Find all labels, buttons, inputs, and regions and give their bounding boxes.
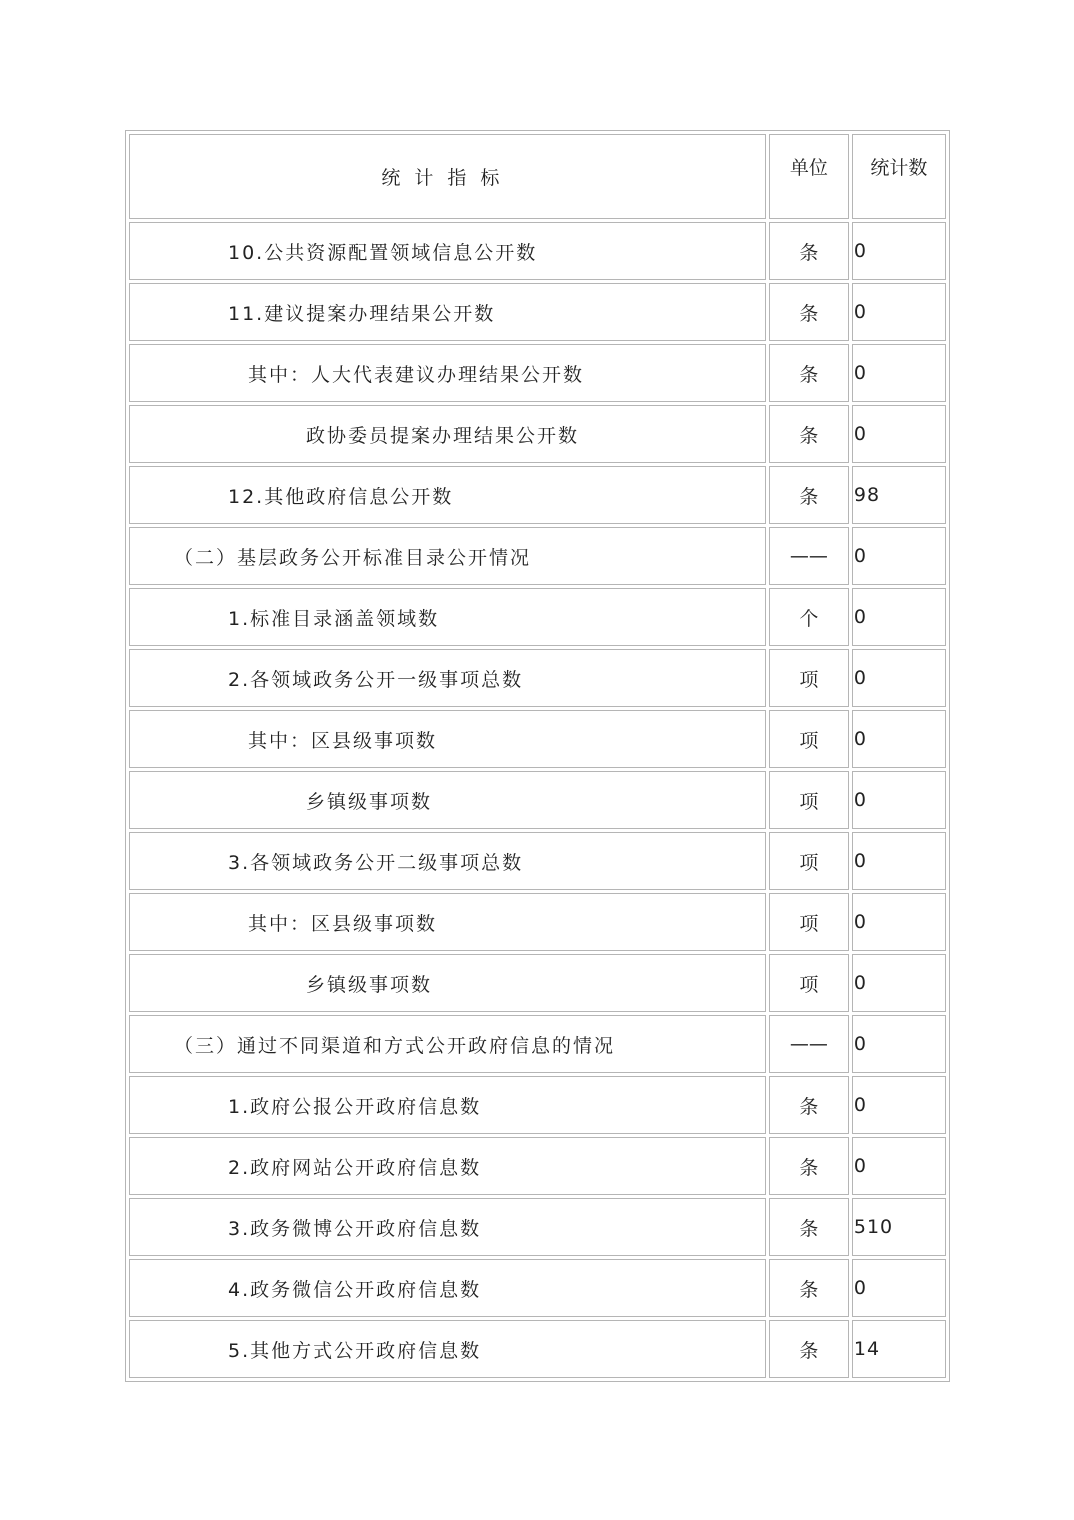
row-indicator: 11.建议提案办理结果公开数 <box>129 283 766 341</box>
row-value: 0 <box>852 954 946 1012</box>
row-unit: 项 <box>769 649 849 707</box>
row-value: 0 <box>852 1076 946 1134</box>
row-value: 0 <box>852 1015 946 1073</box>
row-value: 0 <box>852 1137 946 1195</box>
row-indicator: 2.各领域政务公开一级事项总数 <box>129 649 766 707</box>
table-row <box>129 1320 946 1378</box>
row-value: 0 <box>852 283 946 341</box>
row-unit: 条 <box>769 1076 849 1134</box>
table-row <box>129 832 946 890</box>
row-indicator: 2.政府网站公开政府信息数 <box>129 1137 766 1195</box>
row-unit: 条 <box>769 405 849 463</box>
table-row <box>129 1015 946 1073</box>
table-row <box>129 710 946 768</box>
row-indicator: 政协委员提案办理结果公开数 <box>129 405 766 463</box>
row-value: 0 <box>852 344 946 402</box>
row-indicator: （三）通过不同渠道和方式公开政府信息的情况 <box>129 1015 766 1073</box>
row-indicator: 5.其他方式公开政府信息数 <box>129 1320 766 1378</box>
row-value: 0 <box>852 588 946 646</box>
table-row <box>129 344 946 402</box>
row-unit: 条 <box>769 466 849 524</box>
row-unit: 条 <box>769 1137 849 1195</box>
row-unit: —— <box>769 1015 849 1073</box>
header-unit: 单位 <box>769 134 849 219</box>
row-unit: 条 <box>769 222 849 280</box>
row-unit: 项 <box>769 710 849 768</box>
row-indicator: 3.各领域政务公开二级事项总数 <box>129 832 766 890</box>
row-unit: 条 <box>769 1259 849 1317</box>
row-value: 0 <box>852 771 946 829</box>
row-unit: 条 <box>769 1320 849 1378</box>
table-row <box>129 771 946 829</box>
row-unit: 个 <box>769 588 849 646</box>
row-value: 0 <box>852 527 946 585</box>
row-value: 0 <box>852 1259 946 1317</box>
row-indicator: 1.政府公报公开政府信息数 <box>129 1076 766 1134</box>
table-row <box>129 1259 946 1317</box>
table-body <box>129 222 946 1378</box>
row-indicator: 10.公共资源配置领域信息公开数 <box>129 222 766 280</box>
table-row <box>129 283 946 341</box>
row-value: 0 <box>852 405 946 463</box>
table-row <box>129 527 946 585</box>
header-value: 统计数 <box>852 134 946 219</box>
header-row <box>129 134 946 219</box>
table-row <box>129 588 946 646</box>
row-value: 14 <box>852 1320 946 1378</box>
row-indicator: 其中：区县级事项数 <box>129 710 766 768</box>
row-indicator: 乡镇级事项数 <box>129 771 766 829</box>
row-unit: 项 <box>769 893 849 951</box>
header-indicator: 统计指标 <box>129 134 766 219</box>
row-unit: 项 <box>769 954 849 1012</box>
table-row <box>129 222 946 280</box>
row-value: 0 <box>852 710 946 768</box>
row-indicator: 乡镇级事项数 <box>129 954 766 1012</box>
row-indicator: 12.其他政府信息公开数 <box>129 466 766 524</box>
row-value: 0 <box>852 893 946 951</box>
row-unit: —— <box>769 527 849 585</box>
table-row <box>129 954 946 1012</box>
row-indicator: 4.政务微信公开政府信息数 <box>129 1259 766 1317</box>
statistics-table <box>125 130 950 1382</box>
row-unit: 条 <box>769 1198 849 1256</box>
row-value: 0 <box>852 649 946 707</box>
row-indicator: 3.政务微博公开政府信息数 <box>129 1198 766 1256</box>
row-indicator: 其中：区县级事项数 <box>129 893 766 951</box>
row-value: 0 <box>852 222 946 280</box>
table-row <box>129 1137 946 1195</box>
table-row <box>129 405 946 463</box>
row-indicator: 1.标准目录涵盖领域数 <box>129 588 766 646</box>
row-value: 0 <box>852 832 946 890</box>
table-row <box>129 649 946 707</box>
row-unit: 条 <box>769 344 849 402</box>
row-unit: 项 <box>769 771 849 829</box>
table-row <box>129 1076 946 1134</box>
row-value: 98 <box>852 466 946 524</box>
table-row <box>129 893 946 951</box>
table-row <box>129 466 946 524</box>
row-indicator: （二）基层政务公开标准目录公开情况 <box>129 527 766 585</box>
row-indicator: 其中：人大代表建议办理结果公开数 <box>129 344 766 402</box>
row-value: 510 <box>852 1198 946 1256</box>
table-header <box>129 134 946 219</box>
table-row <box>129 1198 946 1256</box>
row-unit: 条 <box>769 283 849 341</box>
row-unit: 项 <box>769 832 849 890</box>
